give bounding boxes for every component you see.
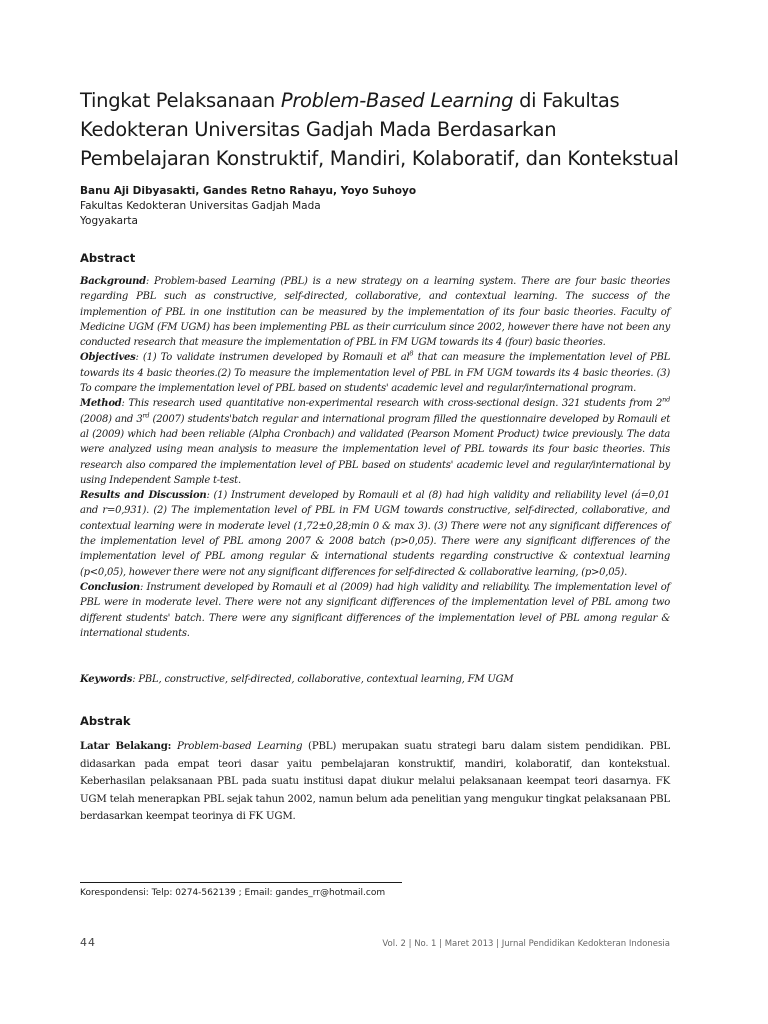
abstract-objectives: Objectives: (1) To validate instrumen developed by Romauli et $al^8$ that can measure the implementation level of PBL towards its 4 basic theories.(2) To measure the implementation level of PBL in FM UGM towards its 4 basic theories. (3) To compare the implementation level of PBL based on students' academic level and regular/international program. <box>80 350 670 395</box>
footnote-rule <box>80 882 402 883</box>
title-line3: Pembelajaran Konstruktif, Mandiri, Kolaboratif, dan Kontekstual <box>80 147 679 170</box>
abstract-results: Results and Discussion: (1) Instrument developed by Romauli et al (8) had high validity and reliability level (á=0,01 and r=0,931). (2) The implementation level of PBL in FM UGM towards constructive, self-directed, collaborative, and contextual learning were in moderate level (1,72±0,28;min 0 & max 3). (3) There were not any significant differences of the implementation level of PBL among 2007 & 2008 batch (p>0,05). There were any significant differences of the implementation level of PBL among regular & international students regarding constructive & contextual learning (p<0,05), however there were not any significant differences for self-directed & collaborative learning, (p>0,05). <box>80 490 671 578</box>
abstrak-heading: Abstrak <box>80 714 131 728</box>
abstract-conclusion: Conclusion: Instrument developed by Romauli et al (2009) had high validity and reliability. The implementation level of PBL were in moderate level. There were not any significant differences of the implementation level of PBL among two different students' batch. There were any significant differences of the implementation level of PBL among regular & international students. <box>80 581 670 639</box>
abstract-heading: Abstract <box>80 251 136 265</box>
keywords: Keywords: PBL, constructive, self-directed, collaborative, contextual learning, FM UGM <box>80 674 514 685</box>
abstract-method: Method: This research used quantitative non-experimental research with cross-sectional design. 321 students from 2nd (2008) and 3rd (2007) students'batch regular and international program filled the questionnaire developed by Romauli et al (2009) which had been reliable (Alpha Cronbach) and validated (Pearson Moment Product) twice previously. The data were analyzed using mean analysis to measure the implementation level of PBL towards its four basic theories. This research also compared the implementation level of PBL based on students' academic level and regular/international by using Independent Sample t-test. <box>80 396 670 486</box>
author-list: Banu Aji Dibyasakti, Gandes Retno Rahayu, Yoyo Suhoyo <box>80 185 417 197</box>
journal-info: Vol. 2 | No. 1 | Maret 2013 | Jurnal Pendidikan Kedokteran Indonesia <box>382 939 670 949</box>
page-number: 44 <box>80 936 96 949</box>
abstract-indonesian: Latar Belakang: Problem-based Learning (PBL) merupakan suatu strategi baru dalam sistem pendidikan. PBL didasarkan pada empat teori dasar yaitu pembelajaran konstruktif, mandiri, kolaboratif, dan kontekstual. Keberhasilan pelaksanaan PBL pada suatu institusi dapat diukur melalui pelaksanaan keempat teori dasarnya. FK UGM telah menerapkan PBL sejak tahun 2002, namun belum ada penelitian yang mengukur tingkat pelaksanaan PBL berdasarkan keempat teorinya di FK UGM. <box>80 740 670 823</box>
article-title <box>80 86 680 173</box>
page-footer <box>80 936 670 949</box>
abstract-background: Background: Problem-based Learning (PBL) is a new strategy on a learning system. There are four basic theories regarding PBL such as constructive, self-directed, collaborative, and contextual learning. The success of the implemention of PBL in one institution can be measured by the implementation of its four basic theories. Faculty of Medicine UGM (FM UGM) has been implementing PBL as their curriculum since 2002, however there have not been any conducted research that measure the implementation of PBL in FM UGM towards its 4 (four) basic theories. <box>80 276 670 349</box>
affiliation: Fakultas Kedokteran Universitas Gadjah Mada <box>80 200 321 212</box>
title-line1: Tingkat Pelaksanaan Problem-Based Learning di Fakultas <box>80 89 620 112</box>
title-line2: Kedokteran Universitas Gadjah Mada Berdasarkan <box>80 118 557 141</box>
correspondence-note: Korespondensi: Telp: 0274-562139 ; Email: gandes_rr@hotmail.com <box>80 888 386 898</box>
affiliation-city: Yogyakarta <box>80 215 138 227</box>
abstrak-label: Latar Belakang: <box>80 740 172 752</box>
abstract-english <box>80 274 670 641</box>
